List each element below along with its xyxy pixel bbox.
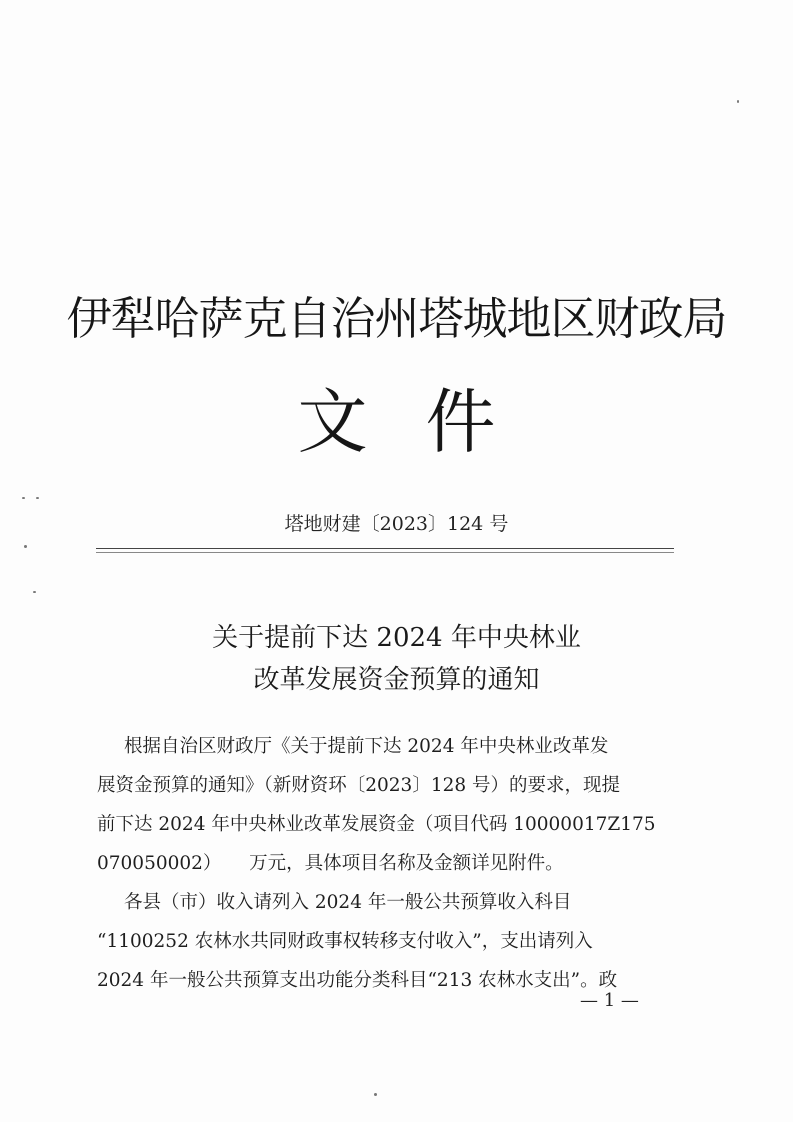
issuer-title: 伊犁哈萨克自治州塔城地区财政局	[66, 292, 727, 345]
notice-title-line-2: 改革发展资金预算的通知	[253, 665, 540, 695]
body-line-7: 2024 年一般公共预算支出功能分类科目“213 农林水支出”。政	[97, 970, 618, 991]
document-number: 塔地财建〔2023〕124 号	[284, 513, 509, 535]
body-line-3: 前下达 2024 年中央林业改革发展资金（项目代码 10000017Z175	[97, 814, 656, 835]
notice-title-line-1: 关于提前下达 2024 年中央林业	[212, 623, 581, 653]
body-line-5: 各县（市）收入请列入 2024 年一般公共预算收入科目	[124, 892, 572, 913]
page-number: — 1 —	[580, 990, 639, 1011]
scan-speck	[22, 497, 25, 499]
header-divider-secondary	[96, 552, 674, 553]
notice-title	[0, 617, 793, 701]
document-type-heading: 文件	[297, 381, 554, 463]
body-line-6: “1100252 农林水共同财政事权转移支付收入”，支出请列入	[97, 931, 593, 952]
header-divider	[96, 548, 674, 549]
scan-speck	[24, 545, 27, 548]
scan-speck	[737, 100, 739, 103]
scan-speck	[374, 1093, 377, 1096]
notice-body	[97, 727, 669, 1000]
body-line-4: 070050002） 万元，具体项目名称及金额详见附件。	[97, 853, 564, 874]
scan-speck	[36, 497, 39, 499]
body-line-1: 根据自治区财政厅《关于提前下达 2024 年中央林业改革发	[124, 736, 609, 757]
body-line-2: 展资金预算的通知》（新财资环〔2023〕128 号）的要求，现提	[97, 775, 621, 796]
scan-speck	[33, 591, 36, 593]
